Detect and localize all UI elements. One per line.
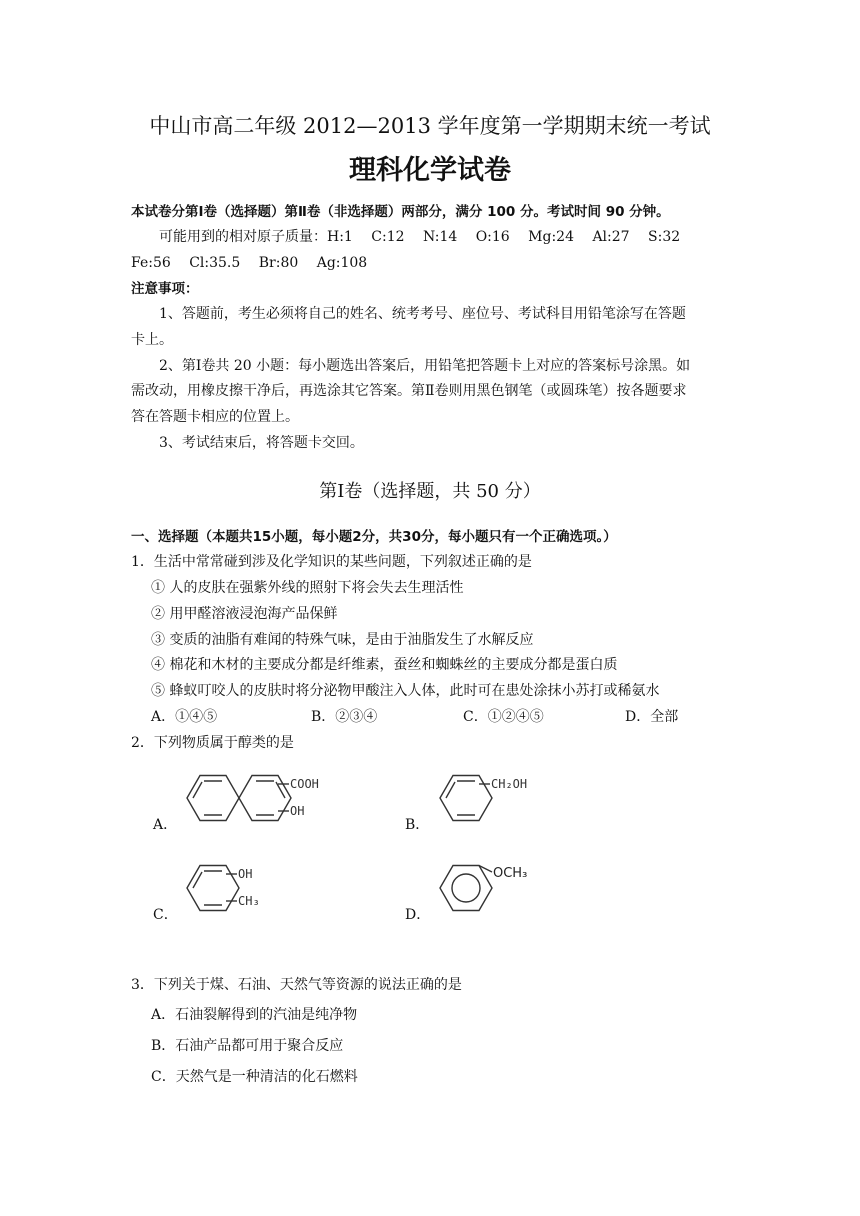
note-2c: 答在答题卡相应的位置上。 [131,409,299,425]
q1-option-d: D．全部 [625,709,679,725]
q1-item: ④ 棉花和木材的主要成分都是纤维素，蚕丝和蜘蛛丝的主要成分都是蛋白质 [151,657,618,673]
q3-option-b: B．石油产品都可用于聚合反应 [151,1038,344,1054]
och3-label: OCH₃ [493,866,528,881]
q3-stem: 3．下列关于煤、石油、天然气等资源的说法正确的是 [131,977,462,993]
note-3: 3、考试结束后，将答题卡交回。 [159,435,364,451]
q1-option-a: A．①④⑤ [151,709,218,725]
note-1a: 1、答题前，考生必须将自己的姓名、统考考号、座位号、考试科目用铅笔涂写在答题 [159,306,686,322]
exam-title: 中山市高二年级 2012—2013 学年度第一学期期末统一考试 [149,114,711,138]
note-2b: 需改动，用橡皮擦干净后，再选涂其它答案。第Ⅱ卷则用黑色钢笔（或圆珠笔）按各题要求 [131,383,687,399]
q2-label-d: D． [405,907,431,923]
q1-item: ③ 变质的油脂有难闻的特殊气味，是由于油脂发生了水解反应 [151,632,534,648]
q2-label-b: B． [405,817,430,833]
q2-label-a: A． [153,817,178,833]
ch2oh-label: CH₂OH [491,777,528,791]
section-title: 第Ⅰ卷（选择题，共 50 分） [319,481,541,502]
notes-heading: 注意事项： [131,281,199,297]
q1-item: ⑤ 蜂蚁叮咬人的皮肤时将分泌物甲酸注入人体，此时可在患处涂抹小苏打或稀氨水 [151,683,660,699]
cresol-structure [183,858,293,918]
q2-label-c: C． [153,907,178,923]
q1-item: ② 用甲醛溶液浸泡海产品保鲜 [151,606,338,622]
cooh-label: COOH [290,777,319,791]
intro-line: 本试卷分第Ⅰ卷（选择题）第Ⅱ卷（非选择题）两部分，满分 100 分。考试时间 90 分钟。 [131,204,670,220]
note-2a: 2、第Ⅰ卷共 20 小题：每小题选出答案后，用铅笔把答题卡上对应的答案标号涂黑。如 [159,358,691,374]
q1-stem: 1．生活中常常碰到涉及化学知识的某些问题，下列叙述正确的是 [131,554,532,570]
benzyl-alcohol-structure [436,768,566,828]
oh-label: OH [290,804,305,818]
part-heading: 一、选择题（本题共15小题，每小题2分，共30分，每小题只有一个正确选项。） [131,529,617,545]
q1-option-b: B．②③④ [311,709,378,725]
anisole-structure [436,858,546,918]
q3-option-c: C．天然气是一种清洁的化石燃料 [151,1069,358,1085]
note-1b: 卡上。 [131,332,173,348]
atomic-masses-1: 可能用到的相对原子质量：H:1 C:12 N:14 O:16 Mg:24 Al:27 S:32 [159,229,681,245]
naphthalene-structure [183,768,343,828]
q1-option-c: C．①②④⑤ [463,709,544,725]
q2-stem: 2．下列物质属于醇类的是 [131,735,294,751]
atomic-masses-2: Fe:56 Cl:35.5 Br:80 Ag:108 [131,255,368,271]
q3-option-a: A．石油裂解得到的汽油是纯净物 [151,1007,358,1023]
c-oh-label: OH [238,867,253,881]
exam-subtitle: 理科化学试卷 [349,155,511,186]
ch3-label: CH₃ [238,894,260,908]
q1-item: ① 人的皮肤在强紫外线的照射下将会失去生理活性 [151,580,464,596]
